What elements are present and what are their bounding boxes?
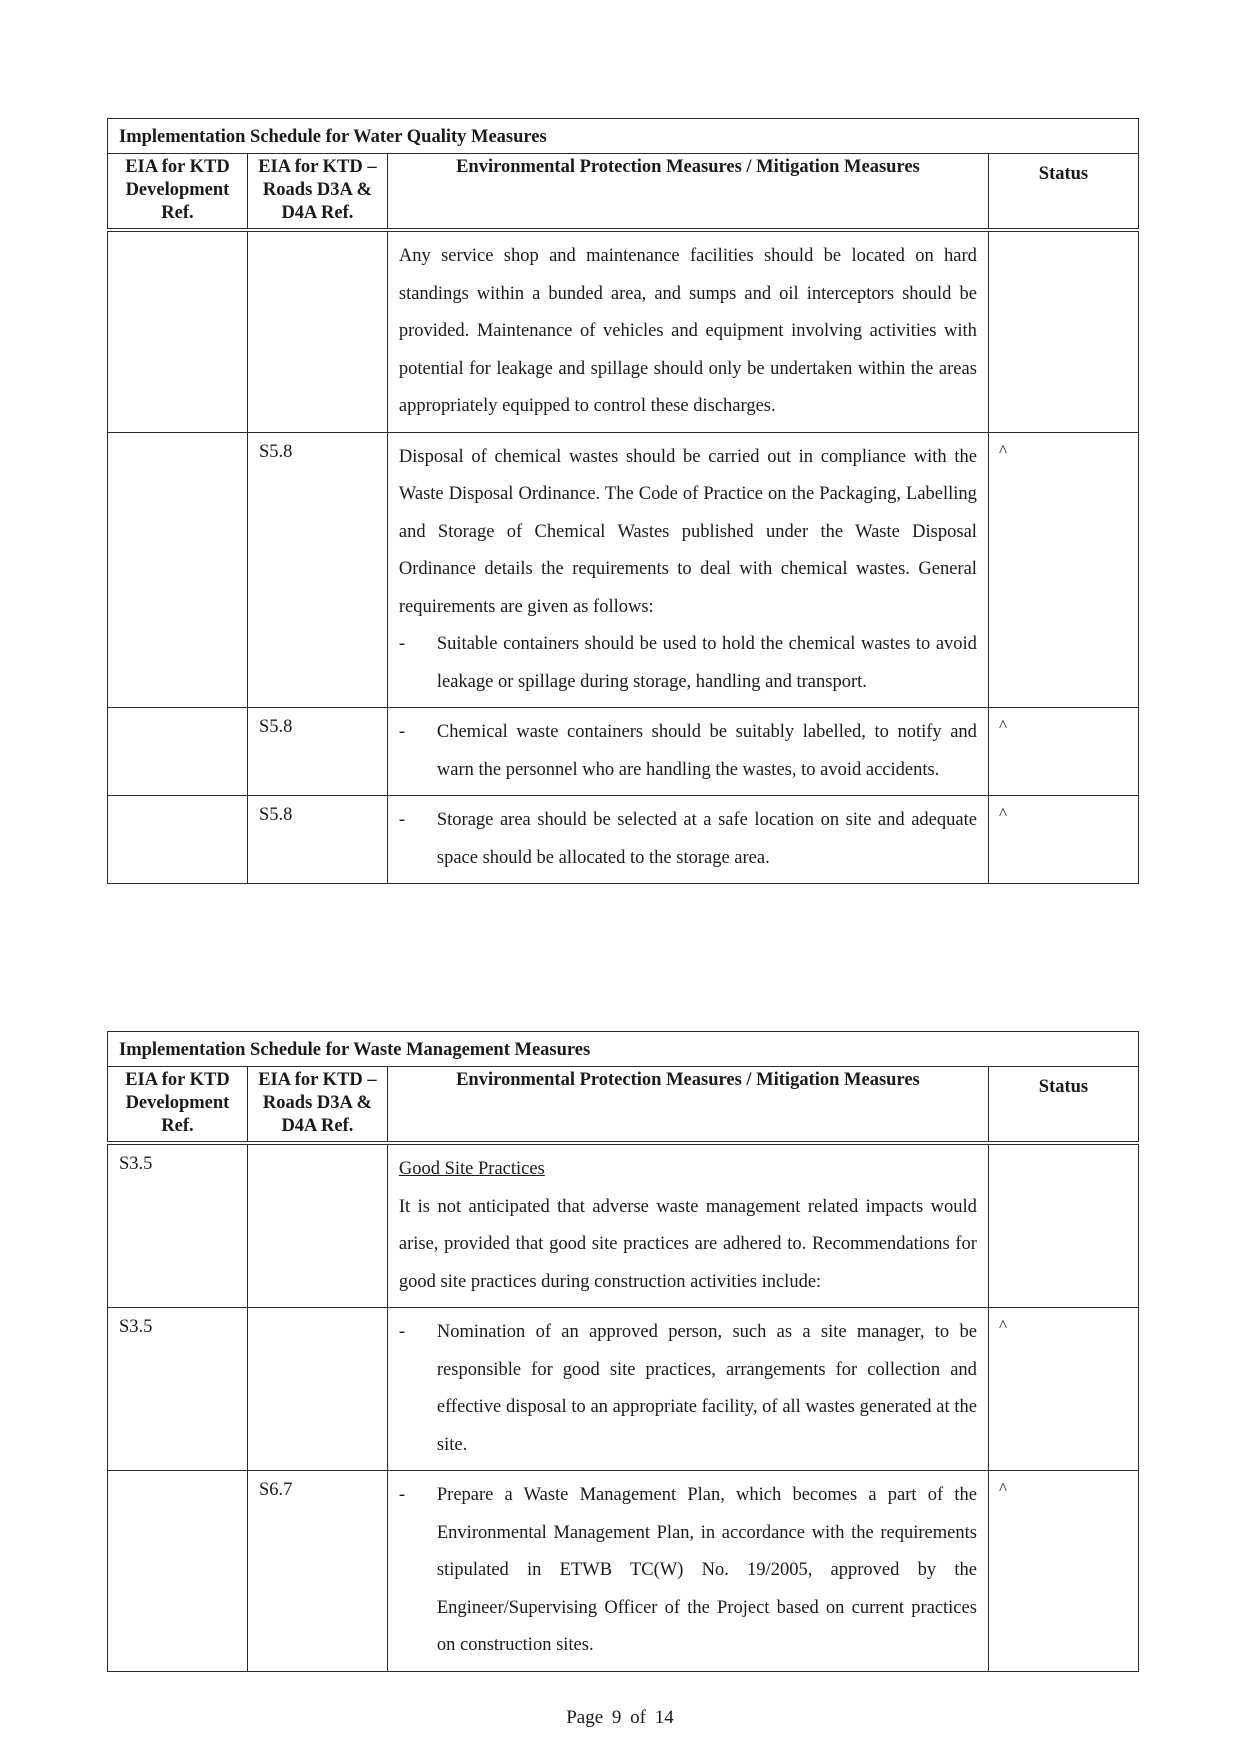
ref1-cell: S3.5 xyxy=(108,1143,248,1308)
measure-text: Any service shop and maintenance facilities should be located on hard standings within a bunded area, and sumps and oil interceptors should be provided. Maintenance of vehicles and equipment involving activities with potential for leakage and spillage should only be undertaken within the areas appropriately equipped to control these discharges. xyxy=(398,246,977,416)
ref2-cell: S5.8 xyxy=(247,432,387,708)
ref1-cell xyxy=(108,796,248,884)
bullet-text: Nomination of an approved person, such as a site manager, to be responsible for good site practices, arrangements for collection and effective disposal to an appropriate facility, of all wastes generated at the site. xyxy=(436,1322,977,1455)
header-status: Status xyxy=(988,1067,1138,1144)
header-roads-ref: EIA for KTD – Roads D3A & D4A Ref. xyxy=(247,1067,387,1144)
bullet-dash-icon: - xyxy=(398,1322,406,1342)
bullet-item xyxy=(399,1477,977,1665)
status-cell: ^ xyxy=(988,796,1138,884)
header-ktd-dev-ref: EIA for KTD Development Ref. xyxy=(108,1067,248,1144)
table-header-row xyxy=(108,154,1139,231)
bullet-text: Chemical waste containers should be suitably labelled, to notify and warn the personnel who are handling the wastes, to avoid accidents. xyxy=(436,722,977,780)
header-status: Status xyxy=(988,154,1138,231)
ref1-cell: S3.5 xyxy=(108,1308,248,1471)
bullet-dash-icon: - xyxy=(398,722,406,742)
ref2-cell: S5.8 xyxy=(247,708,387,796)
table-row xyxy=(108,796,1139,884)
measure-cell xyxy=(387,432,988,708)
bullet-item xyxy=(399,714,977,789)
measure-cell xyxy=(387,1308,988,1471)
measure-text: It is not anticipated that adverse waste management related impacts would arise, provided that good site practices are adhered to. Recommendations for good site practices during construction activities include: xyxy=(398,1196,977,1292)
ref2-cell xyxy=(247,230,387,432)
header-ktd-dev-ref: EIA for KTD Development Ref. xyxy=(108,154,248,231)
status-cell: ^ xyxy=(988,1471,1138,1672)
bullet-dash-icon: - xyxy=(398,1485,406,1505)
measure-cell xyxy=(387,708,988,796)
ref2-cell: S6.7 xyxy=(247,1471,387,1672)
bullet-text: Prepare a Waste Management Plan, which becomes a part of the Environmental Management Plan, in accordance with the requirements stipulated in ETWB TC(W) No. 19/2005, approved by the Engineer/Supervising Officer of the Project based on current practices on construction sites. xyxy=(436,1485,977,1655)
measure-cell xyxy=(387,230,988,432)
table-row xyxy=(108,432,1139,708)
ref1-cell xyxy=(108,432,248,708)
bullet-item xyxy=(399,626,977,701)
table-title: Implementation Schedule for Water Quality Measures xyxy=(108,119,1139,154)
ref2-cell: S5.8 xyxy=(247,796,387,884)
bullet-dash-icon: - xyxy=(398,810,406,830)
bullet-item xyxy=(399,802,977,877)
status-cell: ^ xyxy=(988,1308,1138,1471)
table-row xyxy=(108,1308,1139,1471)
table-row xyxy=(108,230,1139,432)
bullet-item xyxy=(399,1314,977,1464)
page-number: Page 9 of 14 xyxy=(566,1707,674,1728)
header-measures: Environmental Protection Measures / Mitigation Measures xyxy=(387,154,988,231)
status-cell xyxy=(988,230,1138,432)
table-row xyxy=(108,1471,1139,1672)
ref1-cell xyxy=(108,708,248,796)
bullet-text: Suitable containers should be used to hold the chemical wastes to avoid leakage or spillage during storage, handling and transport. xyxy=(436,634,977,692)
table-row xyxy=(108,708,1139,796)
ref2-cell xyxy=(247,1308,387,1471)
measure-cell xyxy=(387,1471,988,1672)
status-cell: ^ xyxy=(988,708,1138,796)
measure-cell xyxy=(387,796,988,884)
waste-management-table xyxy=(107,1031,1139,1672)
ref2-cell xyxy=(247,1143,387,1308)
table-header-row xyxy=(108,1067,1139,1144)
measure-cell xyxy=(387,1143,988,1308)
table-title: Implementation Schedule for Waste Management Measures xyxy=(108,1032,1139,1067)
ref1-cell xyxy=(108,230,248,432)
water-quality-table xyxy=(107,118,1139,884)
status-cell xyxy=(988,1143,1138,1308)
bullet-dash-icon: - xyxy=(398,634,406,654)
measure-heading: Good Site Practices xyxy=(398,1159,545,1179)
table-row xyxy=(108,1143,1139,1308)
bullet-text: Storage area should be selected at a safe location on site and adequate space should be allocated to the storage area. xyxy=(436,810,977,868)
header-measures: Environmental Protection Measures / Mitigation Measures xyxy=(387,1067,988,1144)
status-cell: ^ xyxy=(988,432,1138,708)
measure-text: Disposal of chemical wastes should be carried out in compliance with the Waste Disposal Ordinance. The Code of Practice on the Packaging, Labelling and Storage of Chemical Wastes published under the Waste Disposal Ordinance details the requirements to deal with chemical wastes. General requirements are given as follows: xyxy=(398,446,977,617)
header-roads-ref: EIA for KTD – Roads D3A & D4A Ref. xyxy=(247,154,387,231)
ref1-cell xyxy=(108,1471,248,1672)
